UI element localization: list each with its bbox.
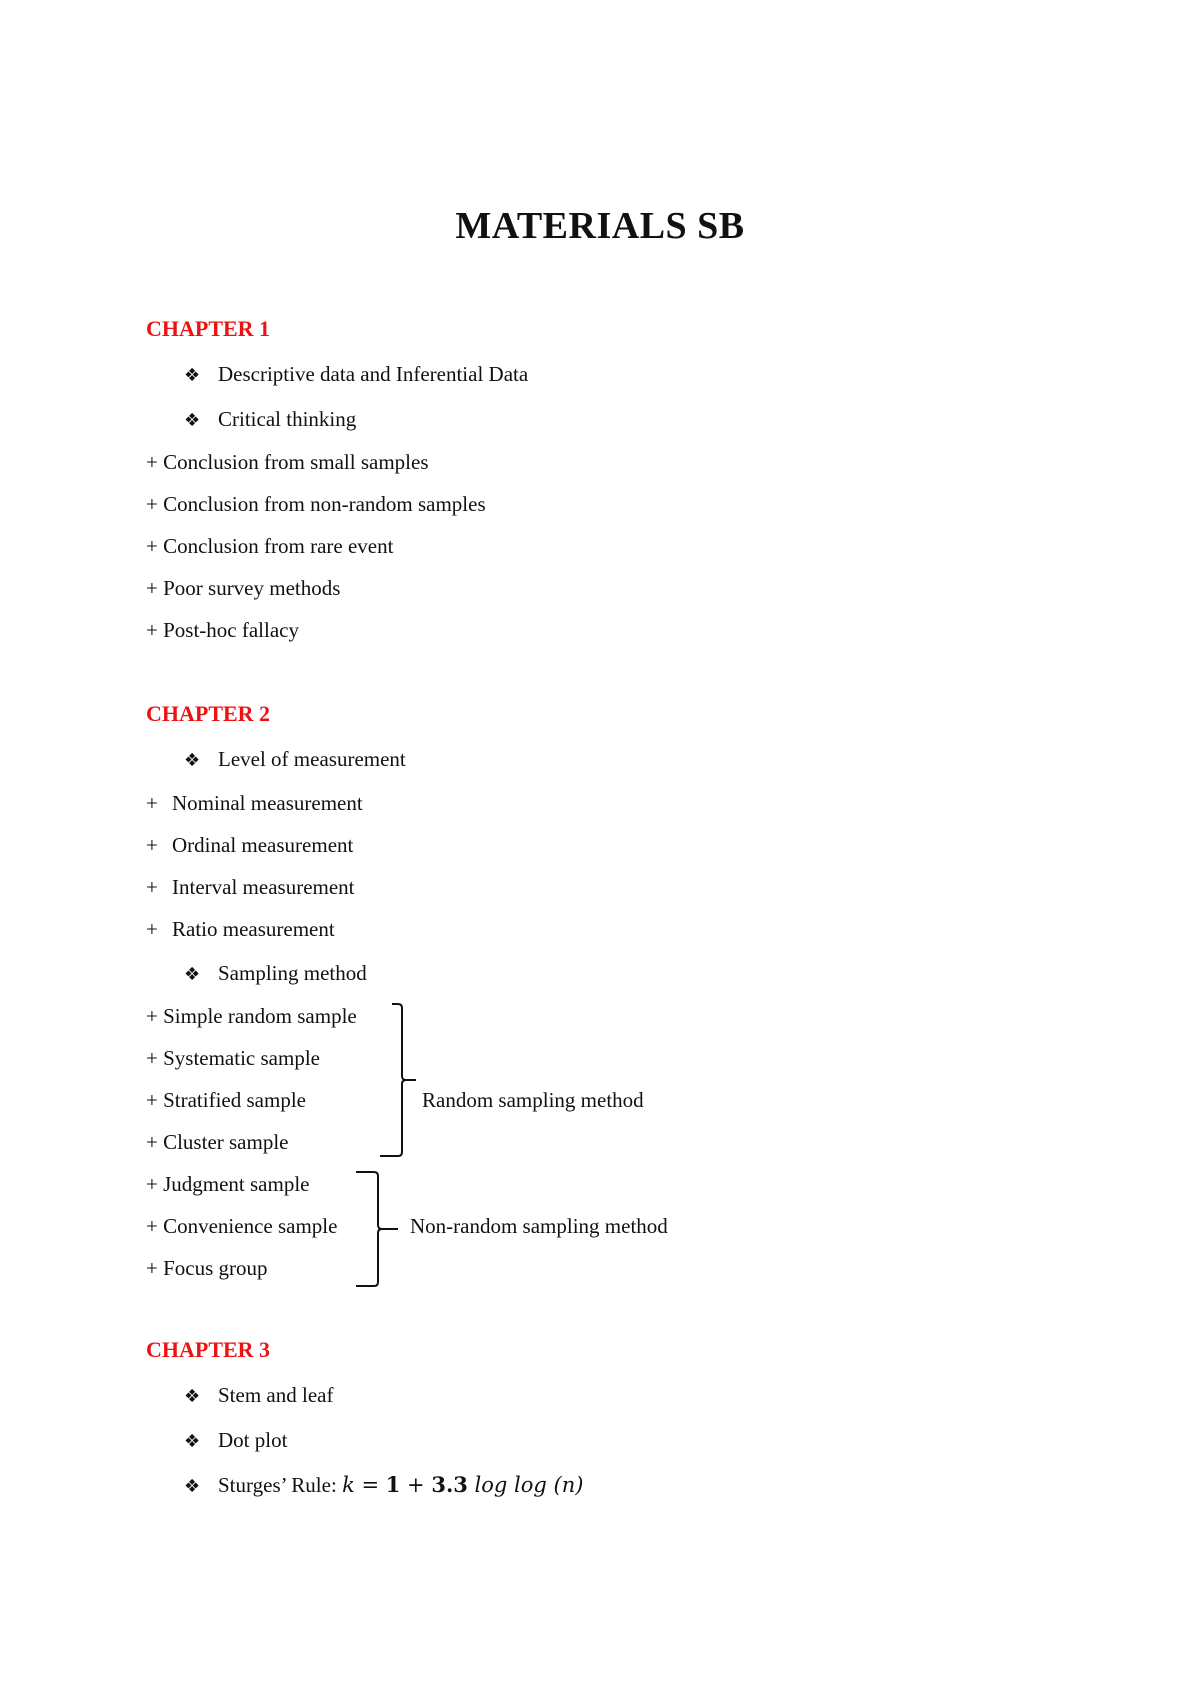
- bullet-dot-plot: [184, 1427, 287, 1455]
- bullet-text: Critical thinking: [218, 407, 357, 431]
- bullet-text: Dot plot: [218, 1428, 288, 1452]
- bullet-text: Stem and leaf: [218, 1383, 334, 1407]
- page-title: MATERIALS SB: [455, 205, 745, 247]
- bullet-sampling-method: [184, 960, 367, 988]
- four-diamond-bullet-icon: ❖: [184, 1476, 201, 1497]
- four-diamond-bullet-icon: ❖: [184, 750, 201, 771]
- four-diamond-bullet-icon: ❖: [184, 1386, 201, 1407]
- list-item-text: Ordinal measurement: [172, 833, 354, 857]
- list-item: [146, 874, 355, 900]
- list-item: + Simple random sample: [146, 1004, 357, 1028]
- list-item: + Stratified sample: [146, 1088, 306, 1112]
- four-diamond-bullet-icon: ❖: [184, 1431, 201, 1452]
- list-item: + Post-hoc fallacy: [146, 618, 299, 642]
- four-diamond-bullet-icon: ❖: [184, 964, 201, 985]
- bullet-descriptive-inferential: [184, 361, 528, 389]
- list-item-text: Ratio measurement: [172, 917, 335, 941]
- chapter-1-heading: CHAPTER 1: [146, 316, 271, 341]
- list-item: + Systematic sample: [146, 1046, 320, 1070]
- sturges-formula: k = 1 + 3.3 log log (n): [342, 1472, 584, 1497]
- list-item: + Poor survey methods: [146, 576, 341, 600]
- list-item-text: Interval measurement: [172, 875, 355, 899]
- plus-sign: +: [146, 791, 158, 815]
- bullet-critical-thinking: [184, 406, 356, 434]
- bullet-sturges-rule: [184, 1472, 583, 1500]
- bullet-stem-and-leaf: [184, 1382, 333, 1410]
- list-item: [146, 832, 353, 858]
- chapter-3-heading: CHAPTER 3: [146, 1337, 271, 1362]
- list-item: [146, 790, 363, 816]
- chapter-2-heading: CHAPTER 2: [146, 701, 271, 726]
- nonrandom-sampling-label: Non-random sampling method: [410, 1214, 668, 1238]
- bullet-text: Level of measurement: [218, 747, 406, 771]
- four-diamond-bullet-icon: ❖: [184, 410, 201, 431]
- sturges-label: Sturges’ Rule:: [218, 1473, 337, 1497]
- list-item: [146, 916, 335, 942]
- right-brace-random-group: [378, 1002, 418, 1162]
- list-item: + Cluster sample: [146, 1130, 289, 1154]
- plus-sign: +: [146, 875, 158, 899]
- list-item: + Conclusion from rare event: [146, 534, 394, 558]
- bullet-level-of-measurement: [184, 746, 406, 774]
- list-item: + Convenience sample: [146, 1214, 338, 1238]
- bullet-text: Descriptive data and Inferential Data: [218, 362, 529, 386]
- plus-sign: +: [146, 833, 158, 857]
- list-item: + Conclusion from non-random samples: [146, 492, 486, 516]
- list-item: + Judgment sample: [146, 1172, 310, 1196]
- right-brace-nonrandom-group: [354, 1170, 404, 1292]
- list-item-text: Nominal measurement: [172, 791, 363, 815]
- list-item: + Conclusion from small samples: [146, 450, 429, 474]
- bullet-text: Sampling method: [218, 961, 367, 985]
- plus-sign: +: [146, 917, 158, 941]
- list-item: + Focus group: [146, 1256, 268, 1280]
- four-diamond-bullet-icon: ❖: [184, 365, 201, 386]
- random-sampling-label: Random sampling method: [422, 1088, 644, 1112]
